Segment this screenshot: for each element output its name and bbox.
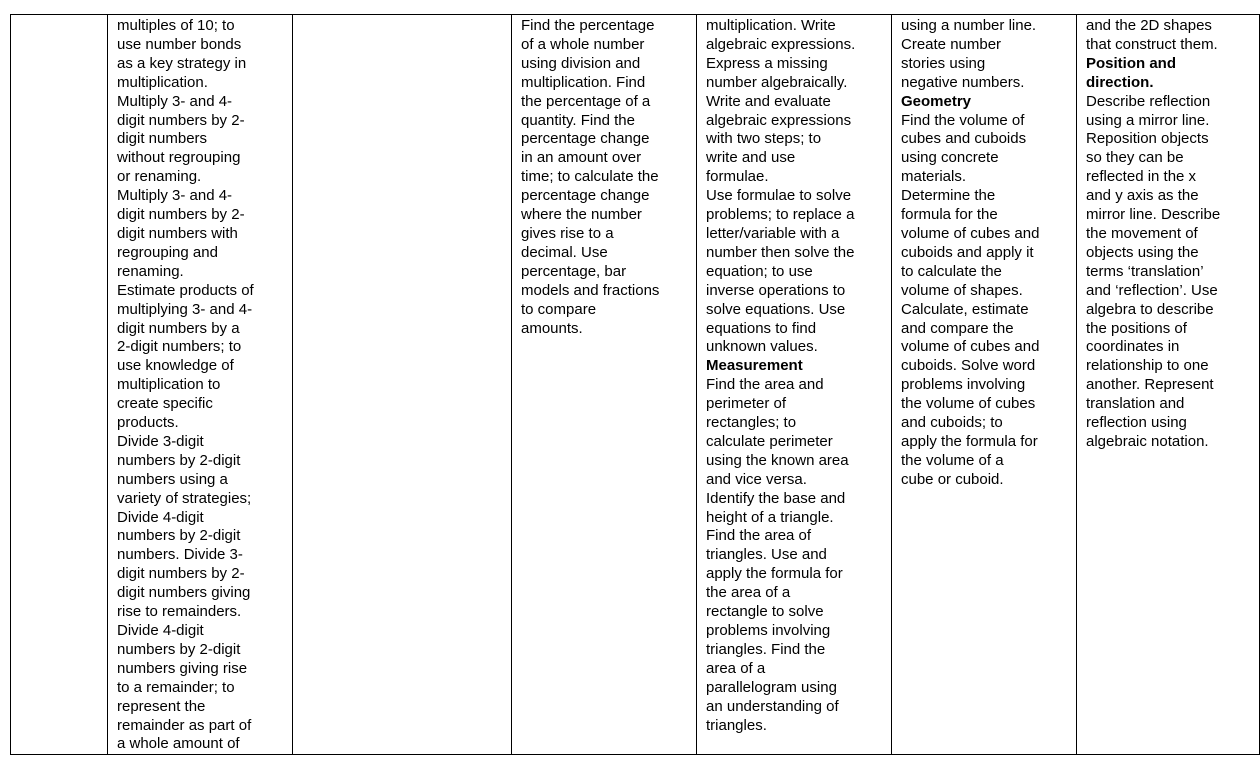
text-line: create specific xyxy=(117,395,213,413)
text-line: Divide 3-digit xyxy=(117,432,204,450)
text-line: using division and xyxy=(521,54,641,72)
text-line: cuboids and apply it xyxy=(901,243,1034,261)
text-line: digit numbers by 2- xyxy=(117,565,245,583)
text-line: amounts. xyxy=(521,319,583,337)
text-line: stories using xyxy=(901,54,986,72)
cell-text xyxy=(1086,17,1254,55)
text-line: formula for the xyxy=(901,206,998,224)
text-line: number algebraically. xyxy=(706,73,848,91)
text-line: variety of strategies; xyxy=(117,489,252,507)
text-line: terms ‘translation’ xyxy=(1086,262,1204,280)
text-line: Multiply 3- and 4- xyxy=(117,187,233,205)
table-cell-empty-2 xyxy=(293,15,512,755)
text-line: relationship to one xyxy=(1086,357,1209,375)
cell-text xyxy=(706,376,886,735)
text-line: Calculate, estimate xyxy=(901,300,1029,318)
cell-text xyxy=(706,17,886,357)
text-line: rise to remainders. xyxy=(117,603,242,621)
text-line: Use formulae to solve xyxy=(706,187,852,205)
table-cell-algebra-measurement xyxy=(697,15,892,755)
text-line: Describe reflection xyxy=(1086,92,1211,110)
text-line: problems involving xyxy=(901,376,1026,394)
text-line: and ‘reflection’. Use xyxy=(1086,281,1218,299)
text-line: objects using the xyxy=(1086,243,1199,261)
text-line: use knowledge of xyxy=(117,357,234,375)
text-line: digit numbers by a xyxy=(117,319,240,337)
text-line: multiplication. Find xyxy=(521,73,646,91)
text-line: Identify the base and xyxy=(706,489,846,507)
text-line: as a key strategy in xyxy=(117,54,247,72)
text-line: renaming. xyxy=(117,262,184,280)
text-line: products. xyxy=(117,414,179,432)
text-line: regrouping and xyxy=(117,243,218,261)
text-line: to calculate the xyxy=(901,262,1002,280)
section-heading-geometry: Geometry xyxy=(901,92,972,110)
text-line: triangles. Use and xyxy=(706,546,827,564)
text-line: reflected in the x xyxy=(1086,168,1197,186)
text-line: digit numbers by 2- xyxy=(117,206,245,224)
text-line: in an amount over xyxy=(521,149,642,167)
cell-text xyxy=(117,17,287,754)
text-line: Estimate products of xyxy=(117,281,254,299)
text-line: or renaming. xyxy=(117,168,202,186)
table-cell-number-operations xyxy=(108,15,293,755)
text-line: Create number xyxy=(901,35,1002,53)
text-line: perimeter of xyxy=(706,395,787,413)
text-line: use number bonds xyxy=(117,35,242,53)
text-line: percentage change xyxy=(521,187,650,205)
text-line: rectangles; to xyxy=(706,414,797,432)
text-line: Find the percentage xyxy=(521,17,655,34)
text-line: numbers using a xyxy=(117,470,228,488)
text-line: write and use xyxy=(706,149,796,167)
text-line: parallelogram using xyxy=(706,678,837,696)
cell-text xyxy=(1086,93,1254,452)
text-line: digit numbers giving xyxy=(117,584,251,602)
text-line: formulae. xyxy=(706,168,769,186)
text-line: the positions of xyxy=(1086,319,1187,337)
text-line: Find the area and xyxy=(706,376,824,394)
text-line: remainder as part of xyxy=(117,716,252,734)
text-line: negative numbers. xyxy=(901,73,1025,91)
text-line: equations to find xyxy=(706,319,817,337)
text-line: digit numbers by 2- xyxy=(117,111,245,129)
text-line: numbers by 2-digit xyxy=(117,451,241,469)
text-line: multiplication. Write xyxy=(706,17,836,34)
text-line: gives rise to a xyxy=(521,224,614,242)
text-line: Reposition objects xyxy=(1086,130,1209,148)
section-heading-position: Position and xyxy=(1086,54,1176,72)
text-line: and y axis as the xyxy=(1086,187,1199,205)
text-line: where the number xyxy=(521,206,642,224)
text-line: multiplication. xyxy=(117,73,208,91)
text-line: numbers. Divide 3- xyxy=(117,546,243,564)
text-line: calculate perimeter xyxy=(706,432,833,450)
text-line: Determine the xyxy=(901,187,996,205)
text-line: Find the volume of xyxy=(901,111,1025,129)
text-line: triangles. xyxy=(706,716,767,734)
text-line: volume of cubes and xyxy=(901,338,1040,356)
text-line: without regrouping xyxy=(117,149,241,167)
text-line: number then solve the xyxy=(706,243,855,261)
text-line: algebraic expressions. xyxy=(706,35,856,53)
text-line: apply the formula for xyxy=(706,565,843,583)
text-line: multiples of 10; to xyxy=(117,17,235,34)
text-line: problems; to replace a xyxy=(706,206,855,224)
text-line: and the 2D shapes xyxy=(1086,17,1212,34)
cell-text xyxy=(521,17,691,338)
text-line: that construct them. xyxy=(1086,35,1218,53)
text-line: numbers by 2-digit xyxy=(117,640,241,658)
text-line: another. Represent xyxy=(1086,376,1214,394)
text-line: cuboids. Solve word xyxy=(901,357,1036,375)
text-line: cube or cuboid. xyxy=(901,470,1004,488)
text-line: translation and xyxy=(1086,395,1185,413)
text-line: the area of a xyxy=(706,584,791,602)
text-line: a whole amount of xyxy=(117,735,240,753)
text-line: volume of cubes and xyxy=(901,224,1040,242)
text-line: digit numbers xyxy=(117,130,208,148)
text-line: coordinates in xyxy=(1086,338,1180,356)
text-line: multiplying 3- and 4- xyxy=(117,300,253,318)
text-line: using the known area xyxy=(706,451,849,469)
text-line: the movement of xyxy=(1086,224,1198,242)
text-line: the volume of a xyxy=(901,451,1004,469)
text-line: Write and evaluate xyxy=(706,92,831,110)
text-line: height of a triangle. xyxy=(706,508,834,526)
text-line: algebraic notation. xyxy=(1086,432,1209,450)
text-line: quantity. Find the xyxy=(521,111,635,129)
text-line: problems involving xyxy=(706,622,831,639)
table-row xyxy=(11,15,1260,755)
table-cell-position-direction xyxy=(1077,15,1260,755)
text-line: cubes and cuboids xyxy=(901,130,1027,148)
text-line: so they can be xyxy=(1086,149,1184,167)
curriculum-table xyxy=(10,14,1260,755)
text-line: to compare xyxy=(521,300,597,318)
text-line: equation; to use xyxy=(706,262,813,280)
text-line: triangles. Find the xyxy=(706,640,826,658)
text-line: Express a missing xyxy=(706,54,828,72)
text-line: letter/variable with a xyxy=(706,224,840,242)
text-line: digit numbers with xyxy=(117,224,238,242)
text-line: and compare the xyxy=(901,319,1014,337)
text-line: Find the area of xyxy=(706,527,812,545)
text-line: mirror line. Describe xyxy=(1086,206,1221,224)
text-line: the volume of cubes xyxy=(901,395,1036,413)
table-cell-empty-1 xyxy=(11,15,108,755)
text-line: rectangle to solve xyxy=(706,603,824,621)
text-line: the percentage of a xyxy=(521,92,651,110)
text-line: using concrete xyxy=(901,149,999,167)
text-line: area of a xyxy=(706,659,766,677)
text-line: and vice versa. xyxy=(706,470,807,488)
text-line: represent the xyxy=(117,697,206,715)
section-heading-direction: direction. xyxy=(1086,73,1154,91)
text-line: numbers giving rise xyxy=(117,659,248,677)
text-line: algebra to describe xyxy=(1086,300,1214,318)
text-line: unknown values. xyxy=(706,338,818,356)
text-line: apply the formula for xyxy=(901,432,1038,450)
text-line: volume of shapes. xyxy=(901,281,1023,299)
cell-text xyxy=(901,112,1071,490)
text-line: Divide 4-digit xyxy=(117,622,204,639)
text-line: using a number line. xyxy=(901,17,1037,34)
section-heading-measurement: Measurement xyxy=(706,357,803,375)
text-line: reflection using xyxy=(1086,414,1187,432)
text-line: an understanding of xyxy=(706,697,839,715)
text-line: and cuboids; to xyxy=(901,414,1003,432)
text-line: time; to calculate the xyxy=(521,168,659,186)
text-line: of a whole number xyxy=(521,35,645,53)
text-line: algebraic expressions xyxy=(706,111,852,129)
text-line: percentage, bar xyxy=(521,262,627,280)
text-line: numbers by 2-digit xyxy=(117,527,241,545)
cell-text xyxy=(901,17,1071,93)
text-line: with two steps; to xyxy=(706,130,822,148)
table-cell-percentages xyxy=(512,15,697,755)
text-line: multiplication to xyxy=(117,376,221,394)
text-line: Multiply 3- and 4- xyxy=(117,92,233,110)
table-cell-geometry xyxy=(892,15,1077,755)
text-line: solve equations. Use xyxy=(706,300,846,318)
text-line: decimal. Use xyxy=(521,243,608,261)
text-line: to a remainder; to xyxy=(117,678,235,696)
text-line: models and fractions xyxy=(521,281,660,299)
text-line: inverse operations to xyxy=(706,281,846,299)
text-line: materials. xyxy=(901,168,967,186)
text-line: percentage change xyxy=(521,130,650,148)
text-line: using a mirror line. xyxy=(1086,111,1210,129)
text-line: 2-digit numbers; to xyxy=(117,338,242,356)
text-line: Divide 4-digit xyxy=(117,508,204,526)
